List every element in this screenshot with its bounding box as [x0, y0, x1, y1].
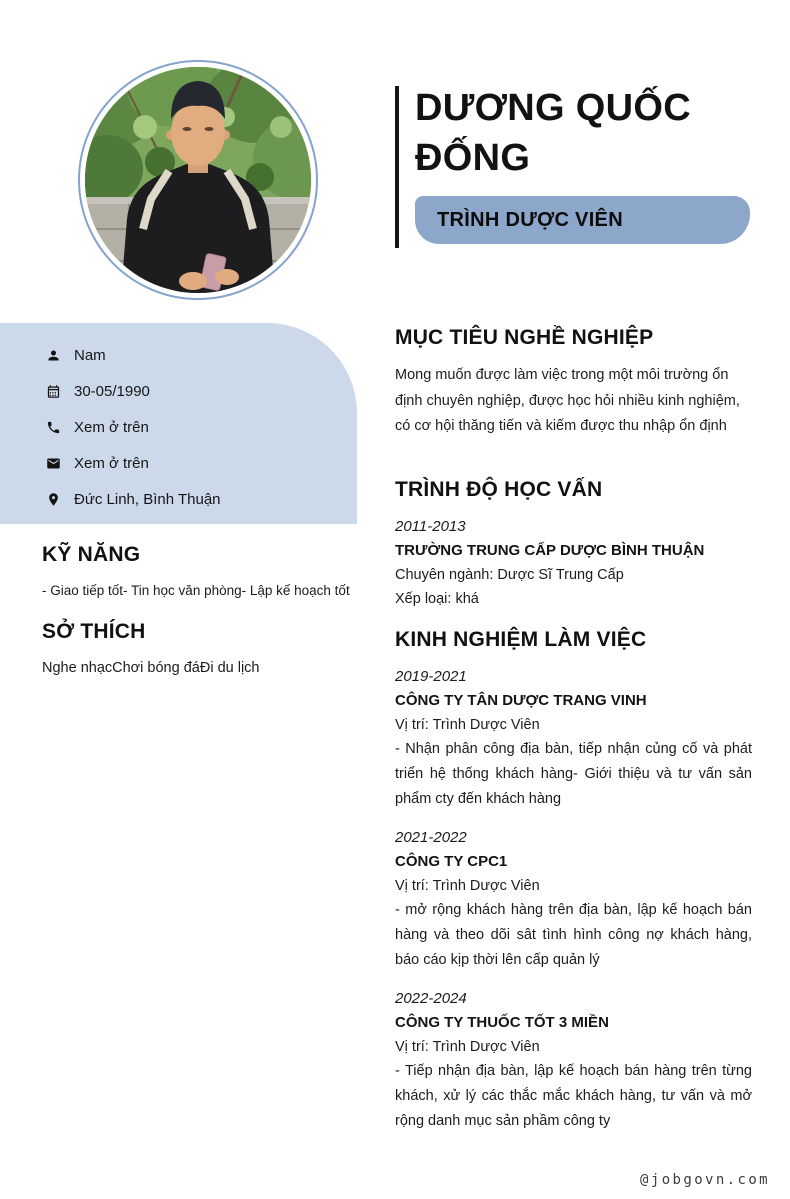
experience-description: - Tiếp nhận địa bàn, lập kế hoạch bán hàng trên từng khách, xử lý các thắc mắc khách hàng, tư vấn và mở rộng danh mục sản phầm công ty	[395, 1062, 752, 1129]
education-entry	[395, 515, 752, 611]
experience-period: 2022-2024	[395, 989, 467, 1007]
contact-row-birthday	[46, 383, 357, 400]
education-heading: TRÌNH ĐỘ HỌC VẤN	[395, 477, 603, 501]
contact-info-box	[0, 323, 357, 524]
experience-entry	[395, 665, 752, 812]
objective-heading: MỤC TIÊU NGHỀ NGHIỆP	[395, 326, 654, 349]
candidate-name: DƯƠNG QUỐC ĐỐNG	[415, 87, 691, 179]
experience-entry	[395, 826, 752, 973]
left-column	[42, 542, 358, 676]
experience-description: - mở rộng khách hàng trên địa bàn, lập kế hoạch bán hàng và theo dõi sât tình hình công nợ khách hàng, báo cáo kịp thời lên cấp quản lý	[395, 901, 752, 968]
contact-gender: Nam	[74, 347, 106, 364]
person-icon	[46, 348, 61, 363]
experience-position: Vị trí: Trình Dược Viên	[395, 877, 540, 894]
experience-period: 2021-2022	[395, 828, 467, 846]
contact-row-gender	[46, 347, 357, 364]
experience-heading: KINH NGHIỆM LÀM VIỆC	[395, 627, 647, 651]
location-icon	[46, 492, 61, 507]
envelope-icon	[46, 456, 61, 471]
watermark: @jobgovn.com	[640, 1172, 770, 1188]
education-major: Chuyên ngành: Dược Sĩ Trung Cấp	[395, 566, 624, 583]
hobbies-text: Nghe nhạcChơi bóng đáĐi du lịch	[42, 660, 260, 676]
right-column	[395, 325, 752, 1148]
hobbies-heading: SỞ THÍCH	[42, 620, 146, 643]
education-grade: Xếp loại: khá	[395, 590, 479, 607]
job-title: TRÌNH DƯỢC VIÊN	[437, 208, 623, 231]
experience-company: CÔNG TY CPC1	[395, 852, 508, 870]
phone-icon	[46, 420, 61, 435]
contact-row-phone	[46, 419, 357, 436]
contact-birthday: 30-05/1990	[74, 383, 150, 400]
profile-photo	[85, 67, 311, 293]
contact-phone: Xem ở trên	[74, 419, 149, 436]
experience-position: Vị trí: Trình Dược Viên	[395, 716, 540, 733]
experience-description: - Nhận phân công địa bàn, tiếp nhận củng cố và phát triển hệ thống khách hàng- Giới thiệu và tư vấn sản phẩm cty đến khách hàng	[395, 740, 752, 807]
profile-photo-ring	[78, 60, 318, 300]
education-school: TRƯỜNG TRUNG CẤP DƯỢC BÌNH THUẬN	[395, 541, 705, 559]
education-period: 2011-2013	[395, 517, 466, 535]
experience-position: Vị trí: Trình Dược Viên	[395, 1038, 540, 1055]
experience-company: CÔNG TY TÂN DƯỢC TRANG VINH	[395, 691, 647, 709]
skills-heading: KỸ NĂNG	[42, 543, 141, 566]
calendar-icon	[46, 384, 61, 399]
contact-email: Xem ở trên	[74, 455, 149, 472]
objective-text: Mong muốn được làm việc trong một môi trường ổn định chuyên nghiệp, được học hỏi nhiều kinh nghiệm, có cơ hội thăng tiến và kiếm được thu nhập ổn định	[395, 367, 740, 434]
contact-address: Đức Linh, Bình Thuận	[74, 491, 221, 508]
experience-period: 2019-2021	[395, 667, 467, 685]
experience-company: CÔNG TY THUỐC TỐT 3 MIỀN	[395, 1013, 609, 1031]
job-title-banner	[415, 196, 750, 244]
name-accent-bar	[395, 86, 399, 248]
contact-row-email	[46, 455, 357, 472]
profile-photo-illustration	[85, 67, 311, 293]
contact-row-address	[46, 491, 357, 508]
skills-text: - Giao tiếp tốt- Tin học văn phòng- Lập kế hoạch tốt	[42, 583, 350, 598]
experience-entry	[395, 987, 752, 1134]
